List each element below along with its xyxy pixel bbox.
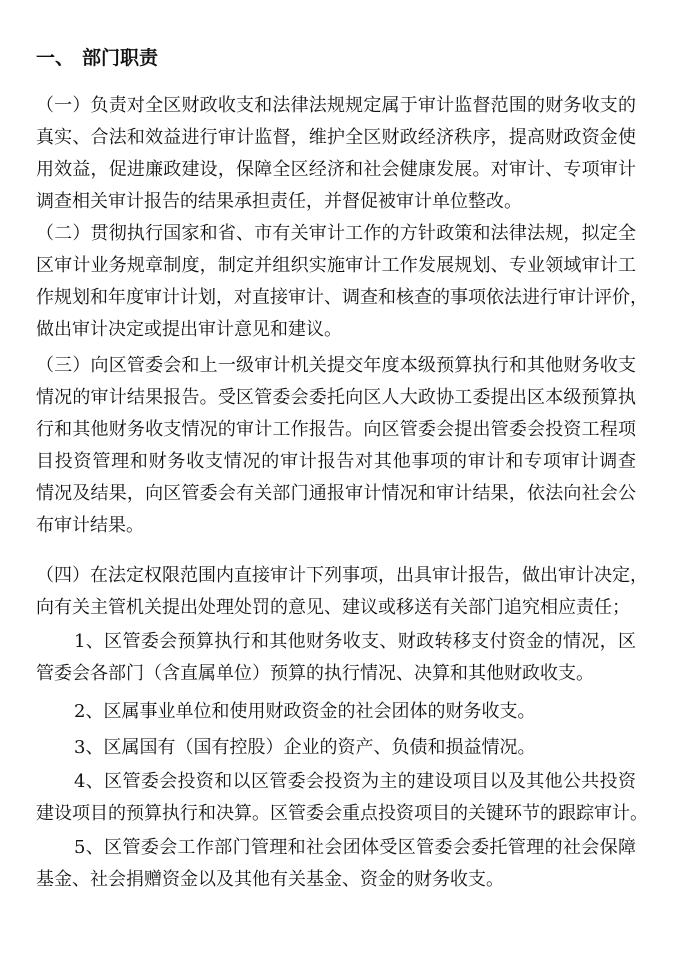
paragraph-line: （三）向区管委会和上一级审计机关提交年度本级预算执行和其他财务收支 [36,355,636,376]
paragraph-line: 情况及结果，向区管委会有关部门通报审计情况和审计结果，依法向社会公 [36,483,636,504]
paragraph-line: 向有关主管机关提出处理处罚的意见、建议或移送有关部门追究相应责任； [36,597,630,618]
list-item-3 [36,732,636,764]
paragraph-line: 真实、合法和效益进行审计监督，维护全区财政经济秩序，提高财政资金使 [36,127,636,148]
paragraph-3 [36,350,636,542]
paragraph-line: 2、区属事业单位和使用财政资金的社会团体的财务收支。 [74,701,536,722]
paragraph-line: 管委会各部门（含直属单位）预算的执行情况、决算和其他财政收支。 [36,663,594,684]
paragraph-line: 基金、社会捐赠资金以及其他有关基金、资金的财务收支。 [36,869,504,890]
list-item-4 [36,766,648,830]
paragraph-line: （四）在法定权限范围内直接审计下列事项，出具审计报告，做出审计决定， [36,565,648,586]
section-title: 部门职责 [82,47,159,69]
paragraph-line: 1、区管委会预算执行和其他财务收支、财政转移支付资金的情况，区 [74,631,636,652]
paragraph-line: 情况的审计结果报告。受区管委会委托向区人大政协工委提出区本级预算执 [36,387,636,408]
paragraph-line: 4、区管委会投资和以区管委会投资为主的建设项目以及其他公共投资 [74,771,636,792]
paragraph-line: 行和其他财务收支情况的审计工作报告。向区管委会提出管委会投资工程项 [36,419,636,440]
paragraph-line: （一）负责对全区财政收支和法律法规规定属于审计监督范围的财务收支的 [36,95,636,116]
paragraph-line: 目投资管理和财务收支情况的审计报告对其他事项的审计和专项审计调查 [36,451,636,472]
paragraph-line: 3、区属国有（国有控股）企业的资产、负债和损益情况。 [74,737,536,758]
paragraph-4 [36,560,648,624]
list-item-1 [36,626,636,690]
list-item-2 [36,696,636,728]
section-number: 一、 [36,47,75,69]
list-item-5 [36,832,636,896]
paragraph-line: （二）贯彻执行国家和省、市有关审计工作的方针政策和法律法规，拟定全 [36,223,636,244]
paragraph-line: 做出审计决定或提出审计意见和建议。 [36,319,342,340]
paragraph-line: 建设项目的预算执行和决算。区管委会重点投资项目的关键环节的跟踪审计。 [36,803,648,824]
paragraph-line: 作规划和年度审计计划，对直接审计、调查和核查的事项依法进行审计评价， [36,287,648,308]
paragraph-line: 用效益，促进廉政建设，保障全区经济和社会健康发展。对审计、专项审计 [36,159,636,180]
paragraph-2 [36,218,648,346]
paragraph-1 [36,90,636,218]
paragraph-line: 调查相关审计报告的结果承担责任，并督促被审计单位整改。 [36,191,522,212]
section-heading [36,44,158,72]
paragraph-line: 5、区管委会工作部门管理和社会团体受区管委会委托管理的社会保障 [74,837,636,858]
paragraph-line: 布审计结果。 [36,515,144,536]
paragraph-line: 区审计业务规章制度，制定并组织实施审计工作发展规划、专业领域审计工 [36,255,636,276]
